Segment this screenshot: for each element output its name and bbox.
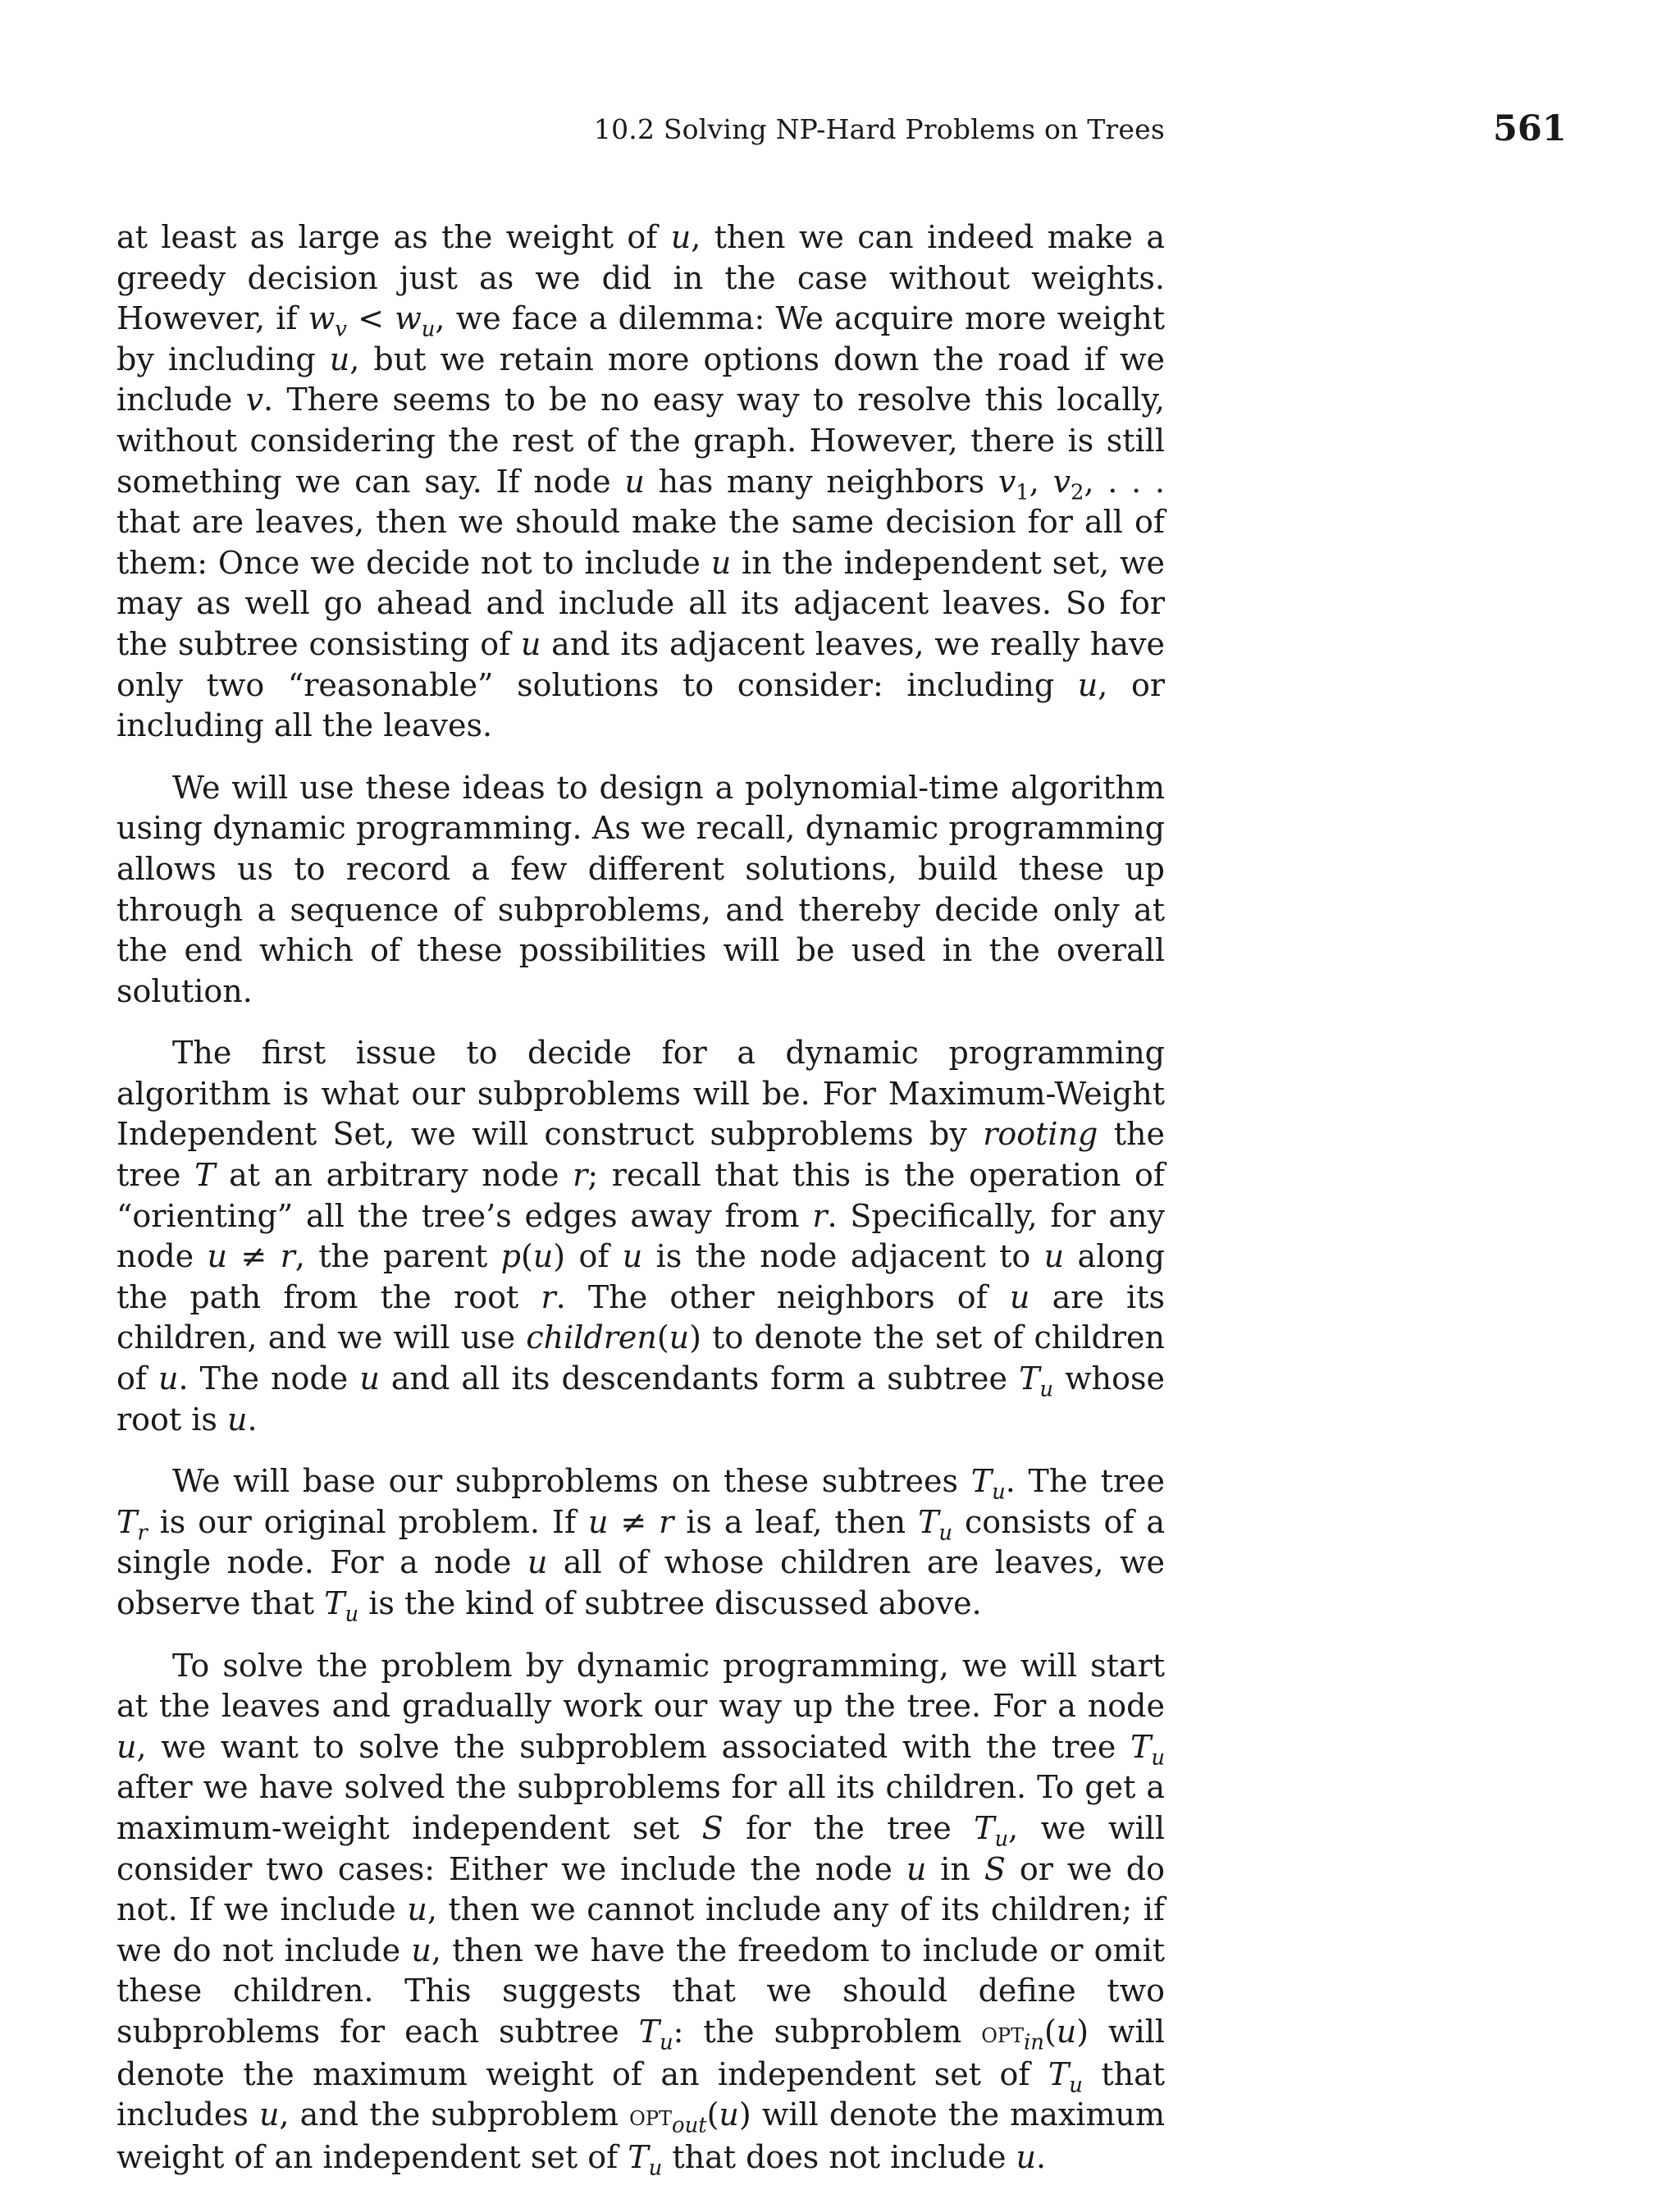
paragraph-4: We will base our subproblems on these subtrees $T_u$. The tree $T_r$ is our original problem. If u ≠ r is a leaf, then $T_u$ consists of a single node. For a node u all of whose children are leaves, we observe that $T_u$ is the kind of subtree discussed above. (116, 1463, 1166, 1627)
running-head: 10.2 Solving NP-Hard Problems on Trees (593, 113, 1165, 145)
body-text (116, 217, 1165, 2199)
paragraph-3: The first issue to decide for a dynamic programming algorithm is what our subproblems will be. For Maximum-Weight Independent Set, we will construct subproblems by rooting the tree T at an arbitrary node r; recall that this is the operation of “orienting” all the tree’s edges away from r. Specifically, for any node u ≠ r, the parent p(u) of u is the node adjacent to u along the path from the root r. The other neighbors of u are its children, and we will use children(u) to denote the set of children of u. The node u and all its descendants form a subtree $T_u$ whose root is u. (116, 1035, 1166, 1438)
paragraph-1: at least as large as the weight of u, then we can indeed make a greedy decision just as we did in the case without weights. However, if $w_v < w_u$, we face a dilemma: We acquire more weight by including u, but we retain more options down the road if we include v. There seems to be no easy way to resolve this locally, without considering the rest of the graph. However, there is still something we can say. If node u has many neighbors $v_1$, $v_2$, . . . that are leaves, then we should make the same decision for all of them: Once we decide not to include u in the independent set, we may as well go ahead and include all its adjacent leaves. So for the subtree consisting of u and its adjacent leaves, we really have only two “reasonable” solutions to consider: including u, or including all the leaves. (116, 219, 1166, 744)
paragraph-2: We will use these ideas to design a polynomial-time algorithm using dynamic programming. As we recall, dynamic programming allows us to record a few different solutions, build these up through a sequence of subproblems, and thereby decide only at the end which of these possibilities will be used in the overall solution. (116, 769, 1165, 1009)
page-number: 561 (1493, 108, 1567, 149)
paragraph-5: To solve the problem by dynamic programming, we will start at the leaves and gradually work our way up the tree. For a node u, we want to solve the subproblem associated with the tree $T_u$ after we have solved the subproblems for all its children. To get a maximum-weight independent set S for the tree $T_u$, we will consider two cases: Either we include the node u in S or we do not. If we include u, then we cannot include any of its children; if we do not include u, then we have the freedom to include or omit these children. This suggests that we should define two subproblems for each subtree $T_u$: the subproblem opt$_{in}$(u) will denote the maximum weight of an independent set of $T_u$ that includes u, and the subproblem opt$_{out}$(u) will denote the maximum weight of an independent set of $T_u$ that does not include u. (116, 1647, 1166, 2180)
